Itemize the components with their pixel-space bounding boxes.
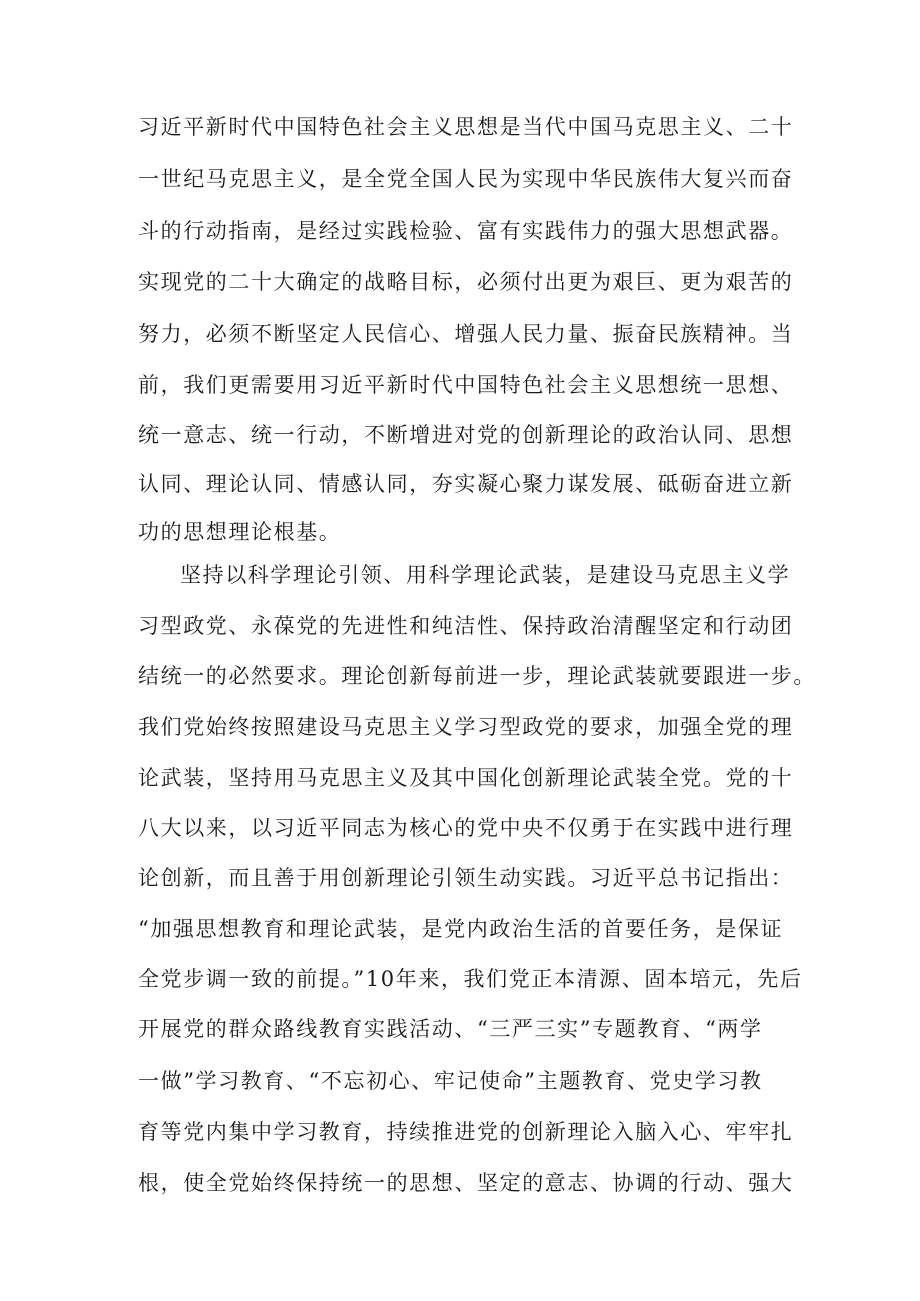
paragraph-line: 全党步调一致的前提。”10年来，我们党正本清源、固本培元，先后 <box>138 967 803 991</box>
paragraph-line: 努力，必须不断坚定人民信心、增强人民力量、振奋民族精神。当 <box>138 322 794 346</box>
paragraph-line-indented: 坚持以科学理论引领、用科学理论武装，是建设马克思主义学 <box>180 563 791 587</box>
paragraph-line: 功的思想理论根基。 <box>138 520 342 544</box>
paragraph-line: 论武装，坚持用马克思主义及其中国化创新理论武装全党。党的十 <box>138 766 794 790</box>
paragraph-line: 论创新，而且善于用创新理论引领生动实践。习近平总书记指出： <box>138 866 794 890</box>
paragraph-line: 习近平新时代中国特色社会主义思想是当代中国马克思主义、二十 <box>138 115 794 139</box>
paragraph-line: 实现党的二十大确定的战略目标，必须付出更为艰巨、更为艰苦的 <box>138 270 794 294</box>
paragraph-line: 斗的行动指南，是经过实践检验、富有实践伟力的强大思想武器。 <box>138 219 794 243</box>
paragraph-line: 育等党内集中学习教育，持续推进党的创新理论入脑入心、牢牢扎 <box>138 1120 794 1144</box>
paragraph-line: 结统一的必然要求。理论创新每前进一步，理论武装就要跟进一步。 <box>138 664 816 688</box>
paragraph-line: 我们党始终按照建设马克思主义学习型政党的要求，加强全党的理 <box>138 715 794 739</box>
paragraph-line: 前，我们更需要用习近平新时代中国特色社会主义思想统一思想、 <box>138 373 794 397</box>
paragraph-line: “加强思想教育和理论武装，是党内政治生活的首要任务，是保证 <box>138 917 784 941</box>
paragraph-line: 开展党的群众路线教育实践活动、“三严三实”专题教育、“两学 <box>138 1017 763 1041</box>
paragraph-line: 统一意志、统一行动，不断增进对党的创新理论的政治认同、思想 <box>138 423 794 447</box>
paragraph-line: 认同、理论认同、情感认同，夯实凝心聚力谋发展、砥砺奋进立新 <box>138 472 794 496</box>
paragraph-line: 根，使全党始终保持统一的思想、坚定的意志、协调的行动、强大 <box>138 1171 794 1195</box>
paragraph-line: 一做”学习教育、“不忘初心、牢记使命”主题教育、党史学习教 <box>138 1069 763 1093</box>
paragraph-line: 习型政党、永葆党的先进性和纯洁性、保持政治清醒坚定和行动团 <box>138 614 794 638</box>
paragraph-line: 一世纪马克思主义，是全党全国人民为实现中华民族伟大复兴而奋 <box>138 167 794 191</box>
paragraph-line: 八大以来，以习近平同志为核心的党中央不仅勇于在实践中进行理 <box>138 816 794 840</box>
